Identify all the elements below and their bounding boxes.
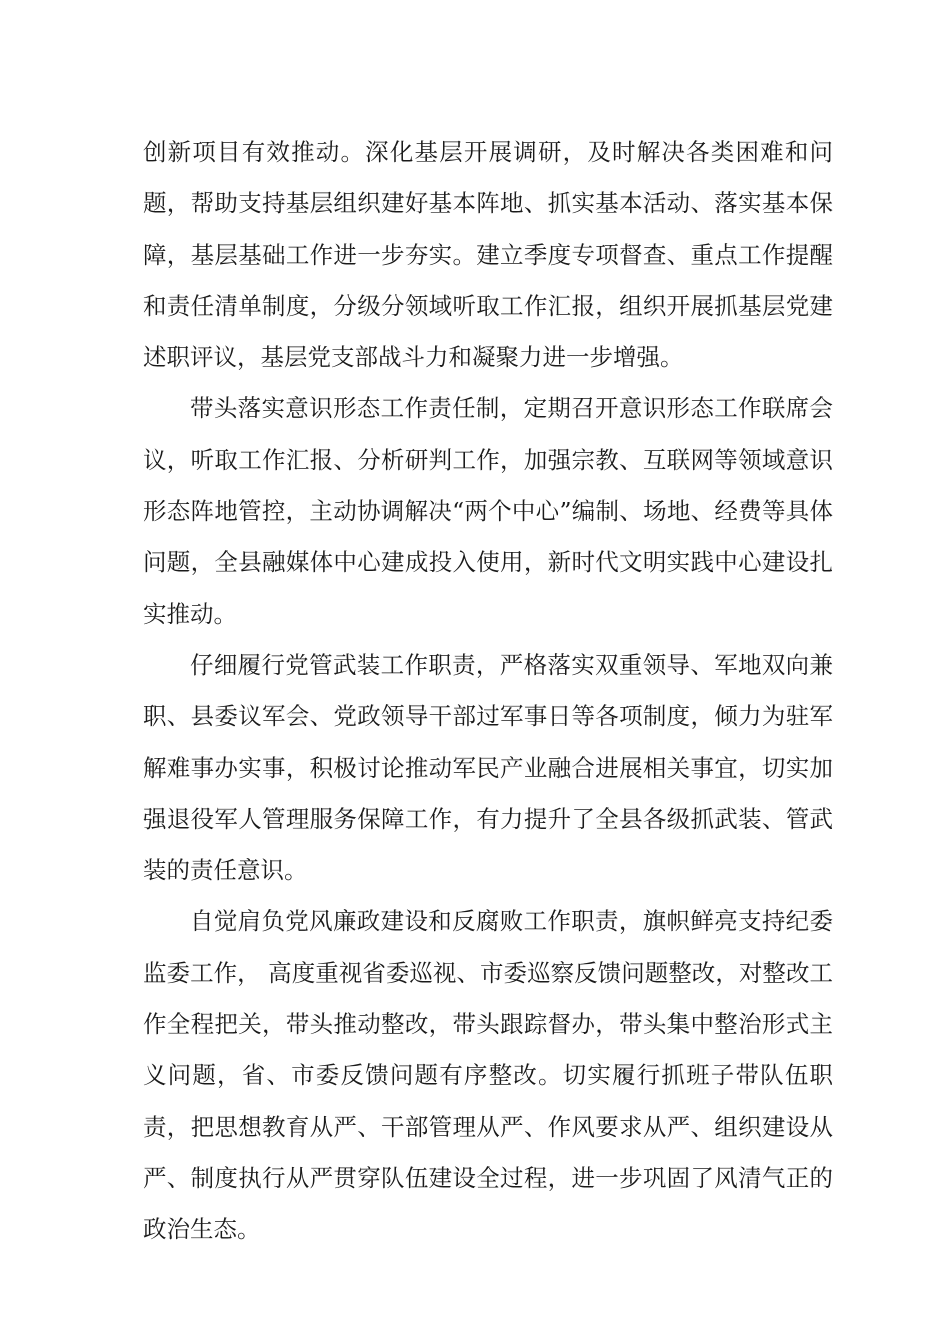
paragraph-4: 自觉肩负党风廉政建设和反腐败工作职责，旗帜鲜亮支持纪委监委工作， 高度重视省委巡视、市委巡察反馈问题整改，对整改工作全程把关，带头推动整改，带头跟踪督办，带头集中整治形式主义问题，省、市委反馈问题有序整改。切实履行抓班子带队伍职责，把思想教育从严、干部管理从严、作风要求从严、组织建设从严、制度执行从严贯穿队伍建设全过程，进一步巩固了风清气正的政治生态。 xyxy=(143,907,833,1244)
paragraph-3: 仔细履行党管武装工作职责，严格落实双重领导、军地双向兼职、县委议军会、党政领导干部过军事日等各项制度，倾力为驻军解难事办实事，积极讨论推动军民产业融合进展相关事宜，切实加强退役军人管理服务保障工作，有力提升了全县各级抓武装、管武装的责任意识。 xyxy=(143,650,833,885)
document-body xyxy=(143,127,833,1256)
paragraph-2: 带头落实意识形态工作责任制，定期召开意识形态工作联席会议，听取工作汇报、分析研判工作，加强宗教、互联网等领域意识形态阵地管控，主动协调解决“两个中心”编制、场地、经费等具体问题，全县融媒体中心建成投入使用，新时代文明实践中心建设扎实推动。 xyxy=(143,394,833,628)
paragraph-1: 创新项目有效推动。深化基层开展调研，及时解决各类困难和问题，帮助支持基层组织建好基本阵地、抓实基本活动、落实基本保障，基层基础工作进一步夯实。建立季度专项督查、重点工作提醒和责任清单制度，分级分领域听取工作汇报，组织开展抓基层党建述职评议，基层党支部战斗力和凝聚力进一步增强。 xyxy=(143,138,833,372)
